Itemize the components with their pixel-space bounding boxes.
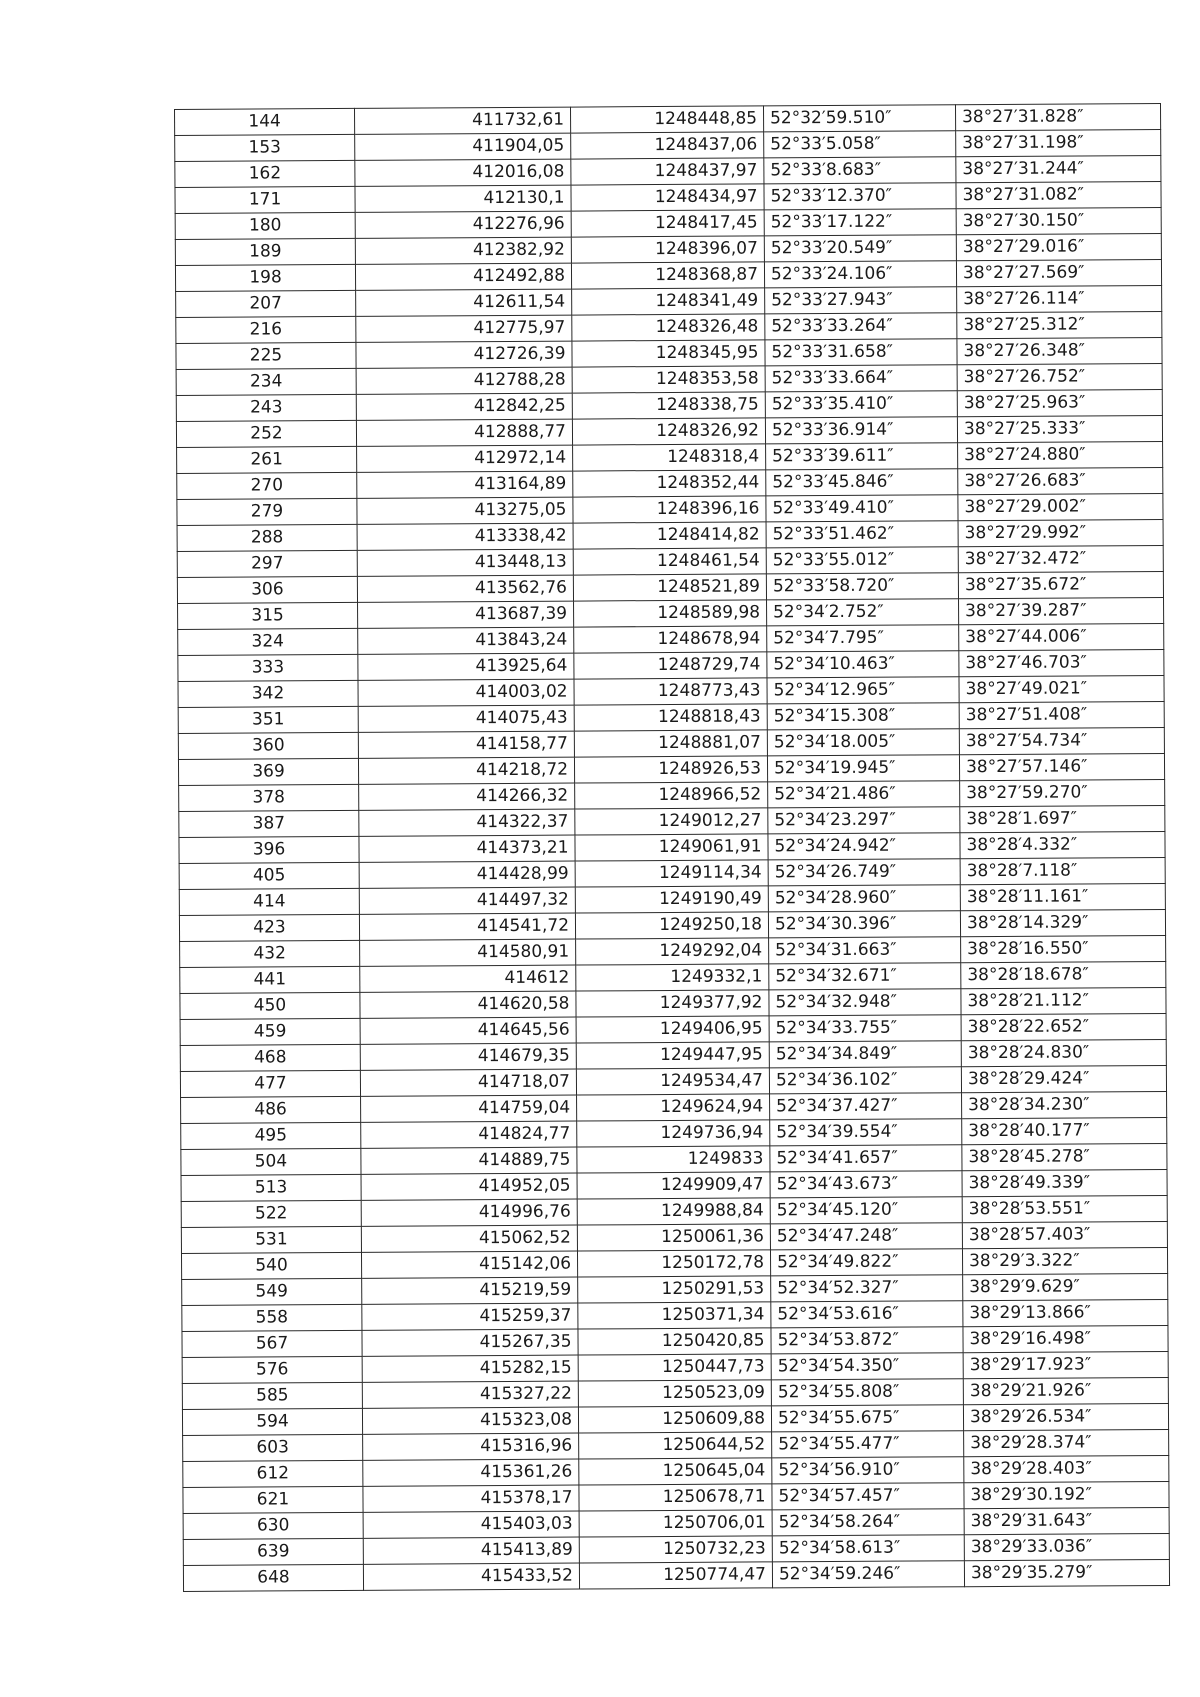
point-number-cell: 279 — [177, 498, 357, 525]
y-coordinate-cell: 1250644,52 — [579, 1432, 772, 1459]
longitude-cell: 38°27′24.880″ — [958, 441, 1163, 468]
x-coordinate-cell: 413448,13 — [357, 549, 573, 576]
longitude-cell: 38°29′16.498″ — [963, 1325, 1168, 1352]
y-coordinate-cell: 1249406,95 — [576, 1016, 769, 1043]
x-coordinate-cell: 413562,76 — [357, 575, 573, 602]
longitude-cell: 38°27′49.021″ — [959, 675, 1164, 702]
point-number-cell: 603 — [183, 1434, 363, 1461]
point-number-cell: 270 — [177, 472, 357, 499]
x-coordinate-cell: 414373,21 — [359, 835, 575, 862]
longitude-cell: 38°27′51.408″ — [959, 701, 1164, 728]
y-coordinate-cell: 1249833 — [577, 1146, 770, 1173]
x-coordinate-cell: 415433,52 — [363, 1563, 579, 1590]
latitude-cell: 52°33′27.943″ — [765, 287, 957, 314]
point-number-cell: 540 — [181, 1252, 361, 1279]
latitude-cell: 52°34′57.457″ — [772, 1483, 964, 1510]
y-coordinate-cell: 1250523,09 — [578, 1380, 771, 1407]
x-coordinate-cell: 414218,72 — [358, 757, 574, 784]
longitude-cell: 38°27′25.312″ — [957, 311, 1162, 338]
longitude-cell: 38°27′39.287″ — [959, 597, 1164, 624]
table-row — [183, 1559, 1169, 1591]
y-coordinate-cell: 1249624,94 — [577, 1094, 770, 1121]
y-coordinate-cell: 1250447,73 — [578, 1354, 771, 1381]
y-coordinate-cell: 1249332,1 — [576, 964, 769, 991]
longitude-cell: 38°29′17.923″ — [963, 1351, 1168, 1378]
longitude-cell: 38°27′31.244″ — [956, 155, 1161, 182]
point-number-cell: 324 — [178, 628, 358, 655]
latitude-cell: 52°33′55.012″ — [766, 547, 958, 574]
x-coordinate-cell: 414952,05 — [361, 1173, 577, 1200]
point-number-cell: 396 — [179, 836, 359, 863]
latitude-cell: 52°34′21.486″ — [768, 781, 960, 808]
x-coordinate-cell: 412842,25 — [356, 393, 572, 420]
y-coordinate-cell: 1248368,87 — [571, 262, 764, 289]
longitude-cell: 38°29′30.192″ — [964, 1481, 1169, 1508]
latitude-cell: 52°34′33.755″ — [769, 1015, 961, 1042]
y-coordinate-cell: 1248338,75 — [572, 392, 765, 419]
y-coordinate-cell: 1249250,18 — [575, 912, 768, 939]
point-number-cell: 306 — [177, 576, 357, 603]
latitude-cell: 52°34′45.120″ — [770, 1197, 962, 1224]
y-coordinate-cell: 1250609,88 — [578, 1406, 771, 1433]
point-number-cell: 243 — [176, 394, 356, 421]
longitude-cell: 38°27′54.734″ — [959, 727, 1164, 754]
x-coordinate-cell: 415259,37 — [362, 1303, 578, 1330]
y-coordinate-cell: 1248437,06 — [571, 132, 764, 159]
latitude-cell: 52°34′55.477″ — [772, 1431, 964, 1458]
point-number-cell: 189 — [175, 238, 355, 265]
longitude-cell: 38°28′40.177″ — [962, 1117, 1167, 1144]
longitude-cell: 38°28′29.424″ — [961, 1065, 1166, 1092]
x-coordinate-cell: 412726,39 — [356, 341, 572, 368]
latitude-cell: 52°33′39.611″ — [766, 443, 958, 470]
longitude-cell: 38°29′26.534″ — [963, 1403, 1168, 1430]
coordinate-table-body — [175, 103, 1170, 1591]
point-number-cell: 171 — [175, 186, 355, 213]
point-number-cell: 639 — [183, 1538, 363, 1565]
y-coordinate-cell: 1250420,85 — [578, 1328, 771, 1355]
x-coordinate-cell: 411904,05 — [355, 133, 571, 160]
longitude-cell: 38°27′26.683″ — [958, 467, 1163, 494]
point-number-cell: 531 — [181, 1226, 361, 1253]
latitude-cell: 52°34′28.960″ — [768, 885, 960, 912]
y-coordinate-cell: 1248417,45 — [571, 210, 764, 237]
point-number-cell: 315 — [178, 602, 358, 629]
y-coordinate-cell: 1248678,94 — [574, 626, 767, 653]
latitude-cell: 52°33′8.683″ — [764, 157, 956, 184]
y-coordinate-cell: 1248437,97 — [571, 158, 764, 185]
x-coordinate-cell: 415267,35 — [362, 1329, 578, 1356]
x-coordinate-cell: 413925,64 — [358, 653, 574, 680]
point-number-cell: 180 — [175, 212, 355, 239]
x-coordinate-cell: 414645,56 — [360, 1017, 576, 1044]
point-number-cell: 144 — [175, 108, 355, 135]
x-coordinate-cell: 415378,17 — [363, 1485, 579, 1512]
latitude-cell: 52°33′33.664″ — [765, 365, 957, 392]
latitude-cell: 52°33′36.914″ — [765, 417, 957, 444]
y-coordinate-cell: 1248396,07 — [571, 236, 764, 263]
y-coordinate-cell: 1248396,16 — [573, 496, 766, 523]
point-number-cell: 495 — [181, 1122, 361, 1149]
y-coordinate-cell: 1249114,34 — [575, 860, 768, 887]
longitude-cell: 38°29′21.926″ — [963, 1377, 1168, 1404]
x-coordinate-cell: 415413,89 — [363, 1537, 579, 1564]
x-coordinate-cell: 412130,1 — [355, 185, 571, 212]
latitude-cell: 52°34′26.749″ — [768, 859, 960, 886]
point-number-cell: 558 — [182, 1304, 362, 1331]
x-coordinate-cell: 415062,52 — [361, 1225, 577, 1252]
y-coordinate-cell: 1248326,48 — [572, 314, 765, 341]
latitude-cell: 52°34′41.657″ — [770, 1145, 962, 1172]
point-number-cell: 585 — [182, 1382, 362, 1409]
y-coordinate-cell: 1249447,95 — [576, 1042, 769, 1069]
coordinate-sheet — [174, 103, 1169, 1592]
y-coordinate-cell: 1248318,4 — [573, 444, 766, 471]
longitude-cell: 38°27′26.752″ — [957, 363, 1162, 390]
x-coordinate-cell: 414266,32 — [359, 783, 575, 810]
y-coordinate-cell: 1249736,94 — [577, 1120, 770, 1147]
x-coordinate-cell: 413275,05 — [357, 497, 573, 524]
point-number-cell: 261 — [177, 446, 357, 473]
point-number-cell: 441 — [180, 966, 360, 993]
y-coordinate-cell: 1248353,58 — [572, 366, 765, 393]
point-number-cell: 459 — [180, 1018, 360, 1045]
latitude-cell: 52°34′58.613″ — [772, 1535, 964, 1562]
point-number-cell: 594 — [182, 1408, 362, 1435]
y-coordinate-cell: 1249377,92 — [576, 990, 769, 1017]
point-number-cell: 360 — [178, 732, 358, 759]
longitude-cell: 38°27′59.270″ — [960, 779, 1165, 806]
x-coordinate-cell: 414158,77 — [358, 731, 574, 758]
point-number-cell: 468 — [180, 1044, 360, 1071]
y-coordinate-cell: 1248881,07 — [574, 730, 767, 757]
longitude-cell: 38°28′45.278″ — [962, 1143, 1167, 1170]
x-coordinate-cell: 413164,89 — [357, 471, 573, 498]
x-coordinate-cell: 414497,32 — [359, 887, 575, 914]
longitude-cell: 38°28′7.118″ — [960, 857, 1165, 884]
point-number-cell: 297 — [177, 550, 357, 577]
point-number-cell: 648 — [183, 1564, 363, 1591]
x-coordinate-cell: 414075,43 — [358, 705, 574, 732]
y-coordinate-cell: 1248352,44 — [573, 470, 766, 497]
x-coordinate-cell: 415219,59 — [362, 1277, 578, 1304]
x-coordinate-cell: 412016,08 — [355, 159, 571, 186]
latitude-cell: 52°34′18.005″ — [767, 729, 959, 756]
longitude-cell: 38°28′14.329″ — [960, 909, 1165, 936]
y-coordinate-cell: 1249534,47 — [576, 1068, 769, 1095]
latitude-cell: 52°34′2.752″ — [767, 599, 959, 626]
latitude-cell: 52°34′52.327″ — [771, 1275, 963, 1302]
point-number-cell: 567 — [182, 1330, 362, 1357]
x-coordinate-cell: 415282,15 — [362, 1355, 578, 1382]
latitude-cell: 52°33′24.106″ — [764, 261, 956, 288]
x-coordinate-cell: 412888,77 — [356, 419, 572, 446]
latitude-cell: 52°33′17.122″ — [764, 209, 956, 236]
longitude-cell: 38°27′25.963″ — [957, 389, 1162, 416]
longitude-cell: 38°27′29.992″ — [958, 519, 1163, 546]
longitude-cell: 38°28′53.551″ — [962, 1195, 1167, 1222]
longitude-cell: 38°27′30.150″ — [956, 207, 1161, 234]
point-number-cell: 612 — [183, 1460, 363, 1487]
latitude-cell: 52°34′55.675″ — [771, 1405, 963, 1432]
y-coordinate-cell: 1248521,89 — [573, 574, 766, 601]
x-coordinate-cell: 413687,39 — [358, 601, 574, 628]
point-number-cell: 504 — [181, 1148, 361, 1175]
y-coordinate-cell: 1250291,53 — [578, 1276, 771, 1303]
y-coordinate-cell: 1248589,98 — [574, 600, 767, 627]
latitude-cell: 52°33′12.370″ — [764, 183, 956, 210]
x-coordinate-cell: 412611,54 — [356, 289, 572, 316]
x-coordinate-cell: 414824,77 — [361, 1121, 577, 1148]
latitude-cell: 52°33′49.410″ — [766, 495, 958, 522]
latitude-cell: 52°34′56.910″ — [772, 1457, 964, 1484]
point-number-cell: 288 — [177, 524, 357, 551]
longitude-cell: 38°27′25.333″ — [957, 415, 1162, 442]
x-coordinate-cell: 414612 — [360, 965, 576, 992]
y-coordinate-cell: 1248434,97 — [571, 184, 764, 211]
latitude-cell: 52°33′51.462″ — [766, 521, 958, 548]
y-coordinate-cell: 1250732,23 — [579, 1536, 772, 1563]
x-coordinate-cell: 411732,61 — [354, 107, 570, 134]
point-number-cell: 162 — [175, 160, 355, 187]
x-coordinate-cell: 414541,72 — [359, 913, 575, 940]
point-number-cell: 576 — [182, 1356, 362, 1383]
y-coordinate-cell: 1248341,49 — [572, 288, 765, 315]
x-coordinate-cell: 412276,96 — [355, 211, 571, 238]
point-number-cell: 423 — [179, 914, 359, 941]
longitude-cell: 38°29′35.279″ — [964, 1559, 1169, 1586]
longitude-cell: 38°28′1.697″ — [960, 805, 1165, 832]
longitude-cell: 38°27′27.569″ — [956, 259, 1161, 286]
y-coordinate-cell: 1249190,49 — [575, 886, 768, 913]
longitude-cell: 38°28′16.550″ — [961, 935, 1166, 962]
x-coordinate-cell: 415142,06 — [361, 1251, 577, 1278]
x-coordinate-cell: 412775,97 — [356, 315, 572, 342]
longitude-cell: 38°28′21.112″ — [961, 987, 1166, 1014]
longitude-cell: 38°27′29.002″ — [958, 493, 1163, 520]
latitude-cell: 52°33′5.058″ — [764, 131, 956, 158]
y-coordinate-cell: 1250706,01 — [579, 1510, 772, 1537]
point-number-cell: 450 — [180, 992, 360, 1019]
longitude-cell: 38°29′28.403″ — [964, 1455, 1169, 1482]
y-coordinate-cell: 1250645,04 — [579, 1458, 772, 1485]
latitude-cell: 52°33′58.720″ — [766, 573, 958, 600]
y-coordinate-cell: 1248326,92 — [572, 418, 765, 445]
y-coordinate-cell: 1248926,53 — [574, 756, 767, 783]
latitude-cell: 52°34′34.849″ — [769, 1041, 961, 1068]
coordinate-table — [174, 103, 1170, 1592]
y-coordinate-cell: 1250678,71 — [579, 1484, 772, 1511]
x-coordinate-cell: 412382,92 — [355, 237, 571, 264]
x-coordinate-cell: 415327,22 — [362, 1381, 578, 1408]
point-number-cell: 432 — [180, 940, 360, 967]
longitude-cell: 38°27′44.006″ — [959, 623, 1164, 650]
latitude-cell: 52°34′53.616″ — [771, 1301, 963, 1328]
y-coordinate-cell: 1248448,85 — [570, 106, 763, 133]
longitude-cell: 38°28′4.332″ — [960, 831, 1165, 858]
x-coordinate-cell: 414759,04 — [361, 1095, 577, 1122]
longitude-cell: 38°28′49.339″ — [962, 1169, 1167, 1196]
latitude-cell: 52°34′12.965″ — [767, 677, 959, 704]
latitude-cell: 52°34′32.948″ — [769, 989, 961, 1016]
latitude-cell: 52°34′10.463″ — [767, 651, 959, 678]
x-coordinate-cell: 412788,28 — [356, 367, 572, 394]
longitude-cell: 38°28′11.161″ — [960, 883, 1165, 910]
latitude-cell: 52°34′30.396″ — [768, 911, 960, 938]
latitude-cell: 52°34′54.350″ — [771, 1353, 963, 1380]
latitude-cell: 52°34′19.945″ — [767, 755, 959, 782]
y-coordinate-cell: 1249909,47 — [577, 1172, 770, 1199]
x-coordinate-cell: 415361,26 — [363, 1459, 579, 1486]
y-coordinate-cell: 1248818,43 — [574, 704, 767, 731]
x-coordinate-cell: 414322,37 — [359, 809, 575, 836]
y-coordinate-cell: 1248345,95 — [572, 340, 765, 367]
x-coordinate-cell: 412492,88 — [355, 263, 571, 290]
y-coordinate-cell: 1250172,78 — [577, 1250, 770, 1277]
x-coordinate-cell: 414718,07 — [360, 1069, 576, 1096]
point-number-cell: 387 — [179, 810, 359, 837]
x-coordinate-cell: 414679,35 — [360, 1043, 576, 1070]
latitude-cell: 52°34′43.673″ — [770, 1171, 962, 1198]
longitude-cell: 38°29′3.322″ — [962, 1247, 1167, 1274]
longitude-cell: 38°27′26.348″ — [957, 337, 1162, 364]
longitude-cell: 38°27′57.146″ — [959, 753, 1164, 780]
longitude-cell: 38°27′31.198″ — [956, 129, 1161, 156]
x-coordinate-cell: 413338,42 — [357, 523, 573, 550]
x-coordinate-cell: 414889,75 — [361, 1147, 577, 1174]
x-coordinate-cell: 415316,96 — [363, 1433, 579, 1460]
point-number-cell: 369 — [178, 758, 358, 785]
point-number-cell: 513 — [181, 1174, 361, 1201]
longitude-cell: 38°27′29.016″ — [956, 233, 1161, 260]
x-coordinate-cell: 414580,91 — [360, 939, 576, 966]
y-coordinate-cell: 1250774,47 — [579, 1562, 772, 1589]
y-coordinate-cell: 1249012,27 — [575, 808, 768, 835]
longitude-cell: 38°27′31.828″ — [955, 103, 1160, 130]
y-coordinate-cell: 1248414,82 — [573, 522, 766, 549]
y-coordinate-cell: 1248966,52 — [575, 782, 768, 809]
point-number-cell: 486 — [181, 1096, 361, 1123]
longitude-cell: 38°27′35.672″ — [958, 571, 1163, 598]
point-number-cell: 351 — [178, 706, 358, 733]
latitude-cell: 52°34′49.822″ — [770, 1249, 962, 1276]
x-coordinate-cell: 414996,76 — [361, 1199, 577, 1226]
y-coordinate-cell: 1249061,91 — [575, 834, 768, 861]
latitude-cell: 52°33′20.549″ — [764, 235, 956, 262]
latitude-cell: 52°34′36.102″ — [769, 1067, 961, 1094]
longitude-cell: 38°28′34.230″ — [962, 1091, 1167, 1118]
latitude-cell: 52°32′59.510″ — [763, 105, 955, 132]
point-number-cell: 549 — [182, 1278, 362, 1305]
point-number-cell: 252 — [176, 420, 356, 447]
latitude-cell: 52°34′7.795″ — [767, 625, 959, 652]
point-number-cell: 198 — [175, 264, 355, 291]
point-number-cell: 522 — [181, 1200, 361, 1227]
longitude-cell: 38°28′57.403″ — [962, 1221, 1167, 1248]
latitude-cell: 52°34′58.264″ — [772, 1509, 964, 1536]
longitude-cell: 38°28′24.830″ — [961, 1039, 1166, 1066]
latitude-cell: 52°34′59.246″ — [772, 1561, 964, 1588]
point-number-cell: 234 — [176, 368, 356, 395]
longitude-cell: 38°29′13.866″ — [963, 1299, 1168, 1326]
latitude-cell: 52°34′15.308″ — [767, 703, 959, 730]
y-coordinate-cell: 1250061,36 — [577, 1224, 770, 1251]
point-number-cell: 378 — [179, 784, 359, 811]
longitude-cell: 38°29′9.629″ — [963, 1273, 1168, 1300]
latitude-cell: 52°33′33.264″ — [765, 313, 957, 340]
latitude-cell: 52°34′31.663″ — [769, 937, 961, 964]
y-coordinate-cell: 1248461,54 — [573, 548, 766, 575]
longitude-cell: 38°29′33.036″ — [964, 1533, 1169, 1560]
longitude-cell: 38°28′18.678″ — [961, 961, 1166, 988]
longitude-cell: 38°27′46.703″ — [959, 649, 1164, 676]
point-number-cell: 477 — [180, 1070, 360, 1097]
longitude-cell: 38°29′31.643″ — [964, 1507, 1169, 1534]
x-coordinate-cell: 414003,02 — [358, 679, 574, 706]
point-number-cell: 405 — [179, 862, 359, 889]
longitude-cell: 38°28′22.652″ — [961, 1013, 1166, 1040]
latitude-cell: 52°34′55.808″ — [771, 1379, 963, 1406]
y-coordinate-cell: 1248773,43 — [574, 678, 767, 705]
x-coordinate-cell: 412972,14 — [357, 445, 573, 472]
point-number-cell: 333 — [178, 654, 358, 681]
latitude-cell: 52°34′32.671″ — [769, 963, 961, 990]
latitude-cell: 52°34′39.554″ — [770, 1119, 962, 1146]
latitude-cell: 52°33′31.658″ — [765, 339, 957, 366]
latitude-cell: 52°33′35.410″ — [765, 391, 957, 418]
longitude-cell: 38°27′26.114″ — [957, 285, 1162, 312]
x-coordinate-cell: 413843,24 — [358, 627, 574, 654]
y-coordinate-cell: 1249988,84 — [577, 1198, 770, 1225]
longitude-cell: 38°27′32.472″ — [958, 545, 1163, 572]
latitude-cell: 52°34′37.427″ — [770, 1093, 962, 1120]
point-number-cell: 207 — [176, 290, 356, 317]
x-coordinate-cell: 414620,58 — [360, 991, 576, 1018]
latitude-cell: 52°34′47.248″ — [770, 1223, 962, 1250]
point-number-cell: 153 — [175, 134, 355, 161]
latitude-cell: 52°34′53.872″ — [771, 1327, 963, 1354]
x-coordinate-cell: 415323,08 — [362, 1407, 578, 1434]
latitude-cell: 52°33′45.846″ — [766, 469, 958, 496]
latitude-cell: 52°34′23.297″ — [768, 807, 960, 834]
point-number-cell: 630 — [183, 1512, 363, 1539]
latitude-cell: 52°34′24.942″ — [768, 833, 960, 860]
y-coordinate-cell: 1248729,74 — [574, 652, 767, 679]
point-number-cell: 225 — [176, 342, 356, 369]
y-coordinate-cell: 1249292,04 — [576, 938, 769, 965]
x-coordinate-cell: 414428,99 — [359, 861, 575, 888]
longitude-cell: 38°29′28.374″ — [964, 1429, 1169, 1456]
y-coordinate-cell: 1250371,34 — [578, 1302, 771, 1329]
longitude-cell: 38°27′31.082″ — [956, 181, 1161, 208]
x-coordinate-cell: 415403,03 — [363, 1511, 579, 1538]
point-number-cell: 414 — [179, 888, 359, 915]
point-number-cell: 342 — [178, 680, 358, 707]
point-number-cell: 621 — [183, 1486, 363, 1513]
point-number-cell: 216 — [176, 316, 356, 343]
